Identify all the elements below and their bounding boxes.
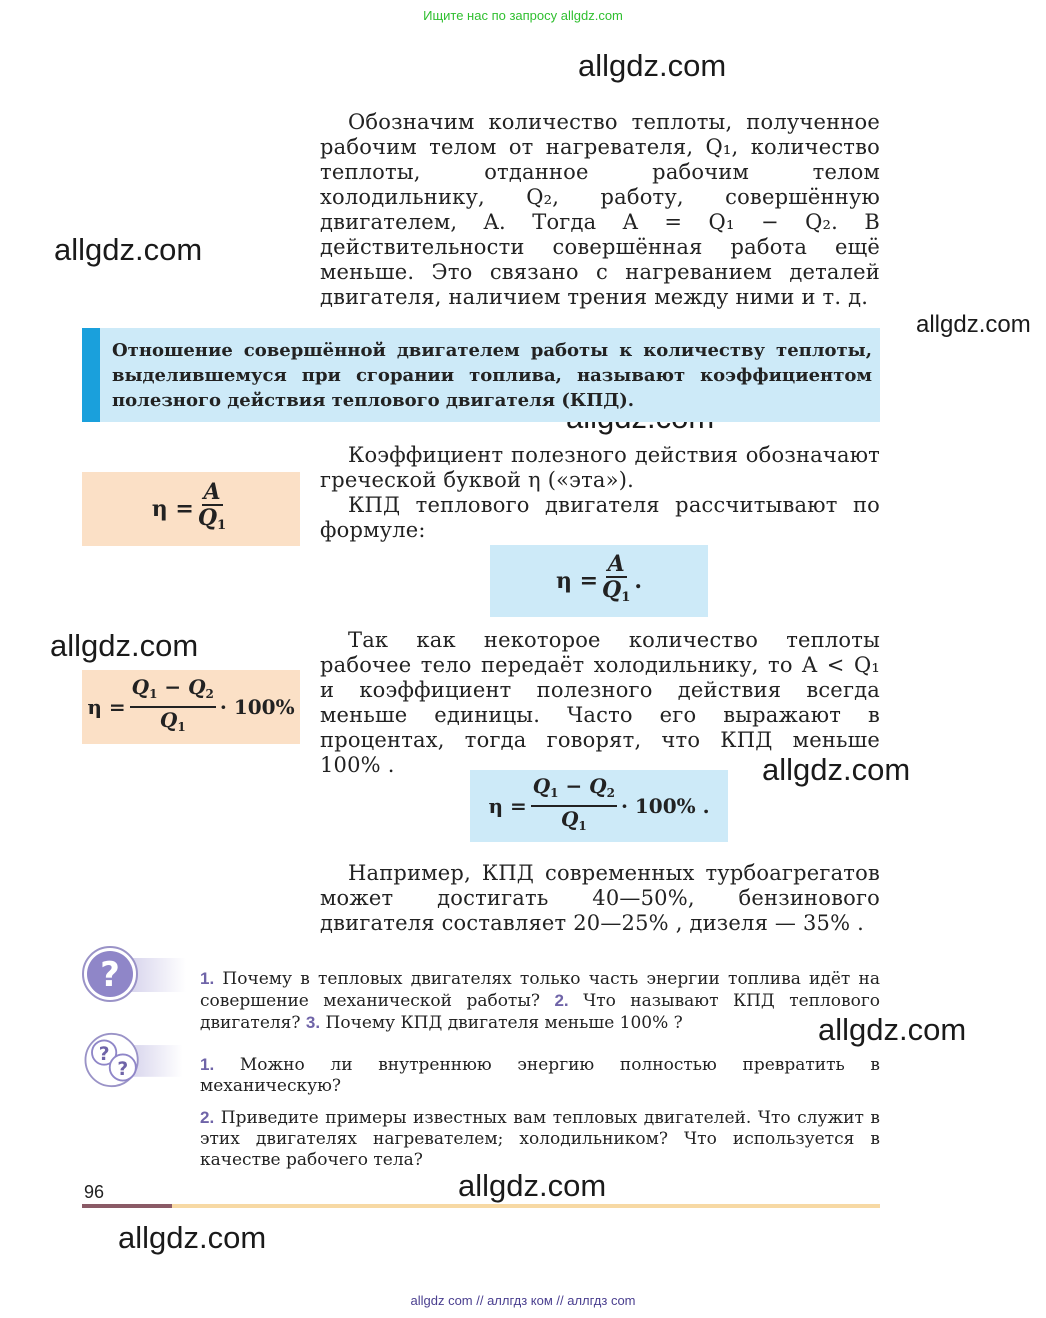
watermark: allgdz.com — [762, 752, 911, 787]
page-rule — [172, 1204, 880, 1208]
watermark: allgdz.com — [50, 628, 199, 663]
watermark: allgdz.com — [818, 1012, 967, 1047]
discussion-icon — [82, 1032, 186, 1088]
watermark: allgdz.com — [118, 1220, 267, 1255]
side-formula-efficiency: η = $\frac{A}{Q1}$ — [82, 472, 300, 546]
header-note: Ищите нас по запросу allgdz.com — [423, 8, 623, 23]
watermark: allgdz.com — [458, 1168, 607, 1203]
paragraph-efficiency-percent: Так как некоторое количество теплоты рабочее тело передаёт холодильнику, то A < Q₁ и коэффициент полезного действия всегда меньше единицы. Часто его выражают в процентах, тогда говорят, что КПД меньше 100% . — [320, 628, 880, 777]
definition-box — [82, 328, 880, 422]
main-formula-percent: η = $\frac{Q_1 - Q_2}{Q_1}$ · 100% . — [470, 770, 728, 842]
question-icon — [82, 946, 186, 1002]
watermark: allgdz.com — [54, 232, 203, 267]
page-number: 96 — [84, 1182, 105, 1202]
watermark: allgdz.com — [916, 311, 1031, 338]
discussion-item-1: 1. Можно ли внутреннюю энергию полностью превратить в механическую? — [200, 1055, 881, 1096]
side-formula-percent: η = $\frac{Q_1 - Q_2}{Q_1}$ · 100% — [82, 670, 300, 744]
svg-text:?: ? — [117, 1058, 129, 1080]
footer-watermark: allgdz com // аллгдз ком // аллгдз com — [410, 1293, 636, 1308]
paragraph-examples: Например, КПД современных турбоагрегатов может достигать 40—50%, бензинового двигателя составляет 20—25% , дизеля — 35% . — [320, 861, 880, 935]
svg-text:?: ? — [98, 1044, 110, 1065]
watermark: allgdz.com — [578, 48, 727, 83]
page-rule-accent — [82, 1204, 172, 1208]
definition-accent-bar — [82, 328, 100, 422]
paragraph-heat-quantities: Обозначим количество теплоты, полученное рабочим телом от нагревателя, Q₁, количество теплоты, отданное рабочим телом холодильнику, Q₂, работу, совершённую двигателем, A. Тогда A = Q₁ − Q₂. В действительности совершённая работа ещё меньше. Это связано с нагреванием деталей двигателя, наличием трения между ними и т. д. — [320, 110, 880, 309]
paragraph-efficiency-symbol: Коэффициент полезного действия обозначают греческой буквой η («эта»). КПД теплового двигателя рассчитывают по формуле: — [320, 443, 880, 542]
definition-text: Отношение совершённой двигателем работы к количеству теплоты, выделившемуся при сгорании топлива, называют коэффициентом полезного действия теплового двигателя (КПД). — [112, 340, 872, 411]
main-formula-efficiency: η = $\frac{A}{Q1}$ . — [490, 545, 708, 617]
svg-text:?: ? — [100, 955, 120, 995]
review-questions: 1. Почему в тепловых двигателях только часть энергии топлива идёт на совершение механической работы? 2. Что называют КПД теплового двигателя? 3. Почему КПД двигателя меньше 100% ? — [200, 969, 880, 1033]
discussion-item-2: 2. Приведите примеры известных вам тепловых двигателей. Что служит в этих двигателях нагревателем; холодильником? Что используется в качестве рабочего тела? — [200, 1108, 880, 1170]
